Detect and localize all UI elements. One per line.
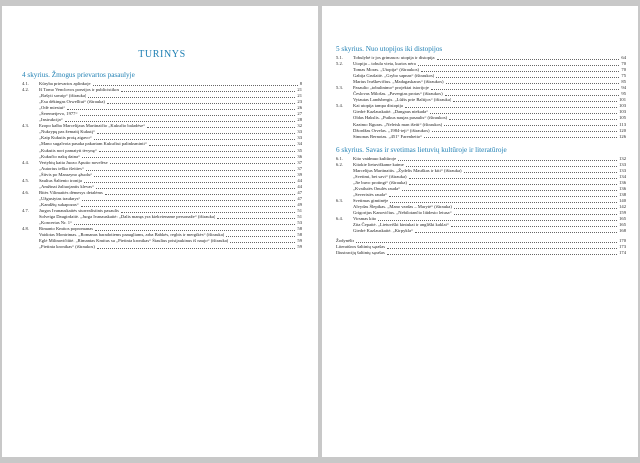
entry-title: Kai utopija tampa distopija [353,103,403,109]
entry-title: Oldas Hakslis. „Puikus naujas pasaulis“ (ištraukos) [353,115,448,121]
entry-title: „Pietinia kronikas“ (ištraukos) [39,244,95,250]
entry-page-number: 23 [297,99,302,105]
dot-leader [409,178,618,179]
entry-title: Iliustracijų šaltinių sąrašas [336,250,385,256]
entry-title: „Instrukcija“ [39,117,63,123]
dot-leader [121,212,295,213]
entry-title: „Šitvis po Marazyno ąžuolu“ [39,171,93,177]
entry-title: „Amžinai žaliuojantis klevas“ [39,183,95,189]
dot-leader [390,202,617,203]
dot-leader [444,125,617,126]
dot-leader [406,166,617,167]
entry-title: Jurgos Ivanauskaitės siurrealistinis pasaulis [39,207,119,213]
entry-page-number: 59 [297,238,302,244]
entry-page-number: 136 [619,179,626,185]
entry-page-number: 28 [297,117,302,123]
entry-page-number: 58 [297,226,302,232]
entry-title: Kūryba prievartos aplinkoje [39,81,91,86]
entry-number: 6.1. [336,155,343,161]
entry-number: 5.3. [336,85,343,91]
entry-page-number: 105 [619,115,626,121]
dot-leader [445,95,620,96]
entry-title: Vytautas Landsbergis. „Lūžis prie Baltijos“ (ištrauka) [353,97,452,103]
entry-title: „Svetimi, bet savi“ (ištrauka) [353,173,407,179]
entry-page-number: 27 [297,111,302,117]
entry-page-number: 168 [619,228,626,234]
entry-title: Kitokie lietuviškame kaime [353,161,404,167]
dot-leader [96,188,295,189]
entry-title: Grigorijus Kanovičius. „Nebilotančio liūdesio leiusa“ [353,210,452,216]
entry-number: 4.1. [22,81,29,86]
entry-page-number: 136 [619,185,626,191]
entry-title: „Užgustytas trauknys“ [39,195,81,201]
entry-title: Kito vaidmuo kultūroje [353,155,397,161]
chapter-heading: 6 skyrius. Savas ir svetimas lietuvių kultūroje ir literatūroje [336,145,507,154]
entry-page-number: 140 [619,197,626,203]
entry-title: Bitės Vilimaitės dėmesys detalėms [39,189,103,195]
dot-leader [415,232,617,233]
entry-title: „Rašyti savaip“ (ištrauka) [39,93,87,99]
entry-page-number: 49 [297,201,302,207]
dot-leader [454,208,617,209]
dot-leader [402,190,617,191]
dot-leader [93,85,298,86]
dot-leader [449,119,617,120]
entry-page-number: 44 [297,177,302,183]
dot-leader [105,194,296,195]
dot-leader [149,145,296,146]
entry-title: Zita Čepaitė. „Lietuviški kintukai ir angliški kaklai“ [353,222,449,228]
entry-title: „Mano sugalvota pasaka pakartam Kukučiui palinksminti“ [39,141,147,147]
entry-title: „Kukutis nori pamatyti tėvynę“ [39,147,97,153]
dot-leader [356,242,617,243]
entry-number: 6.2. [336,161,343,167]
dot-leader [230,242,295,243]
entry-page-number: 33 [297,129,302,135]
entry-title: Džordžas Orvelas. „1984-ieji“ (ištraukos) [353,127,430,133]
dot-leader [389,196,617,197]
entry-page-number: 64 [621,55,626,60]
entry-number: 4.2. [22,87,29,93]
entry-page-number: 85 [621,79,626,85]
dot-leader [97,248,296,249]
entry-title: Simonas Bernotas. „451° Farenheito“ [353,133,423,139]
dot-leader [451,226,617,227]
entry-page-number: 37 [297,165,302,171]
dot-leader [378,220,617,221]
entry-number: 4.4. [22,159,29,165]
dot-leader [436,77,619,78]
dot-leader [387,248,617,249]
entry-title: Marcelijus Martinaitis. „Žydelis Mauškas ir kiti“ (ištrauka) [353,167,462,173]
entry-page-number: 21 [297,93,302,99]
entry-page-number: 159 [619,210,626,216]
page-title: TURINYS [138,49,186,60]
entry-title: „Kukučio nakų daina“ [39,153,81,159]
dot-leader [110,163,296,164]
entry-title: Vertybių kaita Juozo Aputio novelėse [39,159,108,165]
entry-title: Tomas Moras. „Utopija“ (ištraukos) [353,67,420,73]
dot-leader [94,176,295,177]
entry-page-number: 47 [297,189,302,195]
entry-title: Marius Ivaškevičius. „Madagaskaras“ (ištraukos) [353,79,444,85]
entry-page-number: 133 [619,161,626,167]
entry-title: Svetimas gimtinėje [353,197,389,203]
entry-page-number: 165 [619,222,626,228]
entry-page-number: 95 [621,91,626,97]
dot-leader [430,113,617,114]
dot-leader [432,131,618,132]
entry-title: „Kaip Kukutis protą atgavo“ [39,135,92,141]
entry-number: 6.3. [336,197,343,203]
dot-leader [95,230,295,231]
toc-page-right [322,6,638,457]
dot-leader [65,121,296,122]
dot-leader [424,137,617,138]
entry-page-number: 21 [297,87,302,93]
entry-page-number: 103 [619,109,626,115]
dot-leader [88,97,295,98]
dot-leader [453,101,617,102]
chapter-heading: 5 skyrius. Nuo utopijos iki distopijos [336,45,443,53]
entry-page-number: 113 [619,121,626,127]
dot-leader [147,127,295,128]
entry-page-number: 26 [297,105,302,111]
chapter-heading: 4 skyrius. Žmogus prievartos pasaulyje [22,71,135,79]
entry-title: „Jie buvo protingi“ (ištrauka) [353,179,407,185]
entry-page-number: 59 [297,244,302,250]
dot-leader [409,184,617,185]
dot-leader [121,91,295,92]
toc-entry-item [336,134,626,140]
entry-page-number: 94 [621,85,626,91]
entry-page-number: 37 [297,159,302,165]
entry-page-number: 170 [619,238,626,244]
toc-page-left [2,6,318,457]
toc-right-content [336,45,626,256]
entry-page-number: 51 [297,214,302,220]
entry-title: Česlovas Milošas. „Pavergtas protas“ (ištraukos) [353,91,443,97]
dot-leader [405,107,617,108]
entry-number: 6.4. [336,216,343,222]
dot-leader [437,59,620,60]
toc-entry-item [22,244,302,250]
entry-page-number: 174 [619,250,626,256]
entry-page-number: 36 [297,153,302,159]
entry-page-number: 133 [619,167,626,173]
entry-number: 5.1. [336,55,343,60]
entry-title: Vaidotas Montrimas. „Romanas baradotiems paaugliams, arba Babkės, regbis ir mergikės“ (ištrauka) [39,232,225,238]
entry-page-number: 39 [297,171,302,177]
entry-title: Pasaulio „tobulinimo“ projektai istorijoje [353,85,429,91]
entry-page-number: 126 [619,133,626,139]
entry-page-number: 34 [297,141,302,147]
entry-title: „Kandžių sukapozas“ [39,201,79,207]
entry-page-number: 120 [619,127,626,133]
dot-leader [107,103,295,104]
entry-page-number: 165 [619,216,626,222]
entry-number: 4.7. [22,207,29,213]
entry-title: Utopija – tobula vieta, kurios nėra [353,61,416,67]
dot-leader [82,157,295,158]
entry-page-number: 8 [299,81,302,86]
entry-title: „Kvailutės Onulės rauda“ [353,185,401,191]
entry-title: Ezopo kalba Marcelijaus Martinaičio „Kukučio baladėse“ [39,123,146,129]
entry-title: Solveiga Daugirdaitė. „Jurga Ivanauskaitė: „Dalis manęs yra kiekviename personaže“ (ištrauka) [39,214,216,220]
dot-leader [97,133,295,134]
dot-leader [82,200,295,201]
entry-page-number: 103 [619,103,626,109]
entry-number: 4.6. [22,189,29,195]
entry-title: Saulius Šaltenio ironija [39,177,82,183]
entry-page-number: 33 [297,135,302,141]
entry-number: 4.5. [22,177,29,183]
entry-title: „Šeremetjevo, 1977“ [39,111,78,117]
entry-title: „Esu dėkingas Orwelliui“ (ištrauka) [39,99,105,105]
dot-leader [421,71,619,72]
entry-page-number: 44 [297,183,302,189]
entry-title: Alvydas Šlepikas. „Mano vardas – Marytė“ (ištrauka) [353,204,452,210]
entry-title: „Severistės rauda“ [353,191,388,197]
entry-page-number: 51 [297,207,302,213]
dot-leader [226,236,295,237]
entry-page-number: 70 [621,61,626,67]
dot-leader [81,206,296,207]
entry-page-number: 134 [619,173,626,179]
dot-leader [418,65,620,66]
entry-title: „Autorius ieško išeities“ [39,165,84,171]
entry-title: Kazimo Išguras. „Neleisk man išeiti“ (ištraukos) [353,121,443,127]
entry-title: „Koncertas Nr. 1“ [39,220,73,226]
dot-leader [387,254,617,255]
dot-leader [454,214,617,215]
dot-leader [431,89,619,90]
entry-page-number: 138 [619,191,626,197]
dot-leader [86,170,295,171]
dot-leader [99,151,296,152]
entry-page-number: 47 [297,195,302,201]
entry-title: Tobulybė ir jos grimasos: utopija ir distopija [353,55,435,60]
entry-title: Žodynėlis [336,238,355,244]
entry-title: Gabija Grušaitė. „Grybo sapnas“ (ištraukos) [353,73,435,79]
entry-page-number: 70 [621,67,626,73]
entry-title: Iš Tomo Venclovos poezijos ir publicistikos [39,87,120,93]
dot-leader [67,109,295,110]
entry-title: Literatūros šaltinių sąrašas [336,244,385,250]
dot-leader [217,218,295,219]
entry-page-number: 35 [297,147,302,153]
entry-page-number: 142 [619,204,626,210]
entry-title: Virsmas kito [353,216,377,222]
dot-leader [94,139,296,140]
back-matter-entry [336,250,626,256]
entry-title: „Nukrypę pas žemaitį Kukutį“ [39,129,95,135]
entry-title: „Odė miestui“ [39,105,66,111]
dot-leader [80,115,296,116]
entry-page-number: 101 [619,97,626,103]
entry-title: Giedrė Kazlauskaitė. „Dangaus niekada“ [353,109,429,115]
entry-title: Eglė Milinavičiūtė. „Rimantas Kmitus su „Pietinia kronikas“ Šiaulius prisijaukinus iš naujo“ (ištrauka) [39,238,229,244]
dot-leader [74,224,295,225]
entry-page-number: 32 [297,123,302,129]
entry-page-number: 53 [297,220,302,226]
entry-page-number: 173 [619,244,626,250]
entry-page-number: 58 [297,232,302,238]
dot-leader [446,83,620,84]
dot-leader [84,182,296,183]
entry-title: Rimanto Kmitos popromanas [39,226,94,232]
entry-number: 5.4. [336,103,343,109]
toc-left-content [22,71,302,250]
entry-page-number: 132 [619,155,626,161]
entry-number: 4.3. [22,123,29,129]
entry-number: 5.2. [336,61,343,67]
entry-page-number: 75 [621,73,626,79]
dot-leader [398,160,617,161]
entry-number: 4.8. [22,226,29,232]
dot-leader [464,172,618,173]
entry-title: Giedrė Kazlauskaitė. „Kirpykla“ [353,228,414,234]
